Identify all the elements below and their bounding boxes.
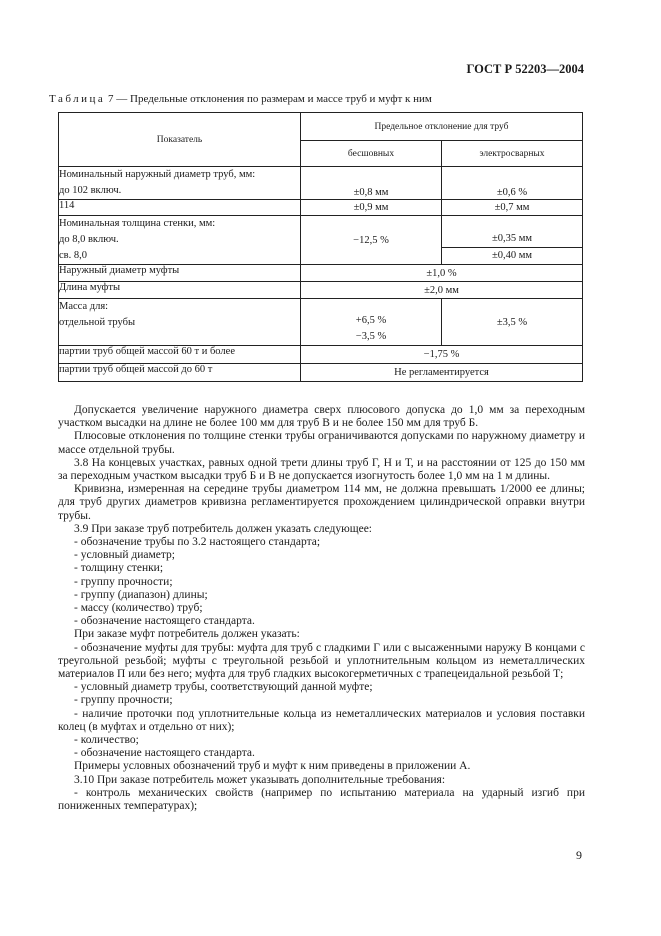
single-plus: +6,5 % — [355, 315, 387, 326]
paragraph: 3.10 При заказе потребитель может указывать дополнительные требования: — [74, 773, 446, 786]
paragraph: 3.9 При заказе труб потребитель должен указать следующее: — [74, 522, 373, 535]
d114-seamless: ±0,9 мм — [301, 200, 442, 216]
row-mass-label — [59, 299, 301, 346]
header-welded: электросварных — [442, 141, 583, 167]
paragraph: Кривизна, измеренная на середине трубы диаметром 114 мм, не должна превышать 1/2000 ее длины; для труб других диаметров кривизна регламентируется прохождением цилиндрической оправки внутри трубы. — [58, 483, 585, 522]
outer-diameter-title: Номинальный наружный диаметр труб, мм: — [59, 169, 256, 180]
mass-single-pipe: отдельной трубы — [59, 317, 136, 328]
list-item: - контроль механических свойств (например по испытанию материала на ударный изгиб при пониженных температурах); — [58, 786, 585, 813]
over8-welded: ±0,40 мм — [442, 247, 582, 264]
table-caption — [49, 93, 432, 105]
header-seamless: бесшовных — [301, 141, 442, 167]
header-deviation: Предельное отклонение для труб — [301, 113, 583, 141]
list-item: - массу (количество) труб; — [74, 602, 203, 615]
header-indicator: Показатель — [59, 113, 301, 167]
list-item: - условный диаметр трубы, соответствующий данной муфте; — [74, 681, 373, 694]
document-header: ГОСТ Р 52203—2004 — [466, 62, 584, 76]
list-item: - толщину стенки; — [74, 562, 164, 575]
single-minus: −3,5 % — [355, 331, 387, 342]
list-item: - группу прочности; — [74, 575, 173, 588]
wall-welded-cell — [442, 216, 583, 265]
list-item: - группу прочности; — [74, 694, 173, 707]
wall-seamless: −12,5 % — [301, 216, 442, 265]
paragraph: 3.8 На концевых участках, равных одной трети длины труб Г, Н и Т, и на расстоянии от 125 до 150 мм за переходным участком высадки труб Б и В не допускается изогнутость более 1,0 мм на 1 м длины. — [58, 456, 585, 483]
page-number: 9 — [576, 848, 582, 862]
wall-thickness-over8: св. 8,0 — [59, 250, 87, 261]
table-caption-text: 7 — Предельные отклонения по размерам и массе труб и муфт к ним — [108, 93, 432, 105]
list-item: - условный диаметр; — [74, 549, 175, 562]
paragraph: При заказе муфт потребитель должен указать: — [74, 628, 300, 641]
wall-thickness-title: Номинальная толщина стенки, мм: — [59, 218, 216, 229]
coupling-length-label: Длина муфты — [59, 282, 301, 299]
body-text — [58, 404, 585, 813]
lot-upto60-value: Не регламентируется — [301, 364, 583, 382]
lot-over60-label: партии труб общей массой 60 т и более — [59, 346, 301, 364]
single-welded: ±3,5 % — [442, 299, 583, 346]
mass-title: Масса для: — [59, 301, 109, 312]
list-item: - количество; — [74, 734, 139, 747]
list-item: - обозначение трубы по 3.2 настоящего стандарта; — [74, 536, 321, 549]
coupling-diameter-value: ±1,0 % — [301, 265, 583, 282]
coupling-length-value: ±2,0 мм — [301, 282, 583, 299]
list-item: - наличие проточки под уплотнительные кольца из неметаллических материалов и условия поставки колец (в муфтах и отдельно от них); — [58, 707, 585, 733]
lot-upto60-label: партии труб общей массой до 60 т — [59, 364, 301, 382]
upto102-welded: ±0,6 % — [442, 167, 583, 200]
single-seamless-cell — [301, 299, 442, 346]
wall-thickness-upto8: до 8,0 включ. — [59, 234, 119, 245]
paragraph: Плюсовые отклонения по толщине стенки трубы ограничиваются допусками по наружному диаметру и массе отдельной трубы. — [58, 430, 585, 456]
upto8-welded: ±0,35 мм — [491, 233, 533, 244]
row-wall-thickness-label — [59, 216, 301, 265]
outer-diameter-upto102: до 102 включ. — [59, 185, 122, 196]
list-item: - группу (диапазон) длины; — [74, 588, 208, 601]
upto102-seamless: ±0,8 мм — [301, 167, 442, 200]
paragraph: Примеры условных обозначений труб и муфт к ним приведены в приложении А. — [74, 760, 471, 773]
list-item: - обозначение настоящего стандарта. — [74, 615, 255, 628]
deviation-table — [58, 112, 583, 382]
row-outer-diameter-label — [59, 167, 301, 200]
mass-spacer — [59, 331, 300, 345]
lot-over60-value: −1,75 % — [301, 346, 583, 364]
table-caption-label: Таблица — [49, 93, 106, 105]
paragraph: Допускается увеличение наружного диаметра сверх плюсового допуска до 1,0 мм за переходным участком высадки на длине не более 100 мм для труб В и не более 150 мм для труб Б. — [58, 404, 585, 430]
d114-welded: ±0,7 мм — [442, 200, 583, 216]
list-item: - обозначение настоящего стандарта. — [74, 747, 255, 760]
outer-diameter-114: 114 — [59, 200, 301, 216]
list-item: - обозначение муфты для трубы: муфта для труб с гладкими Г или с высаженными наружу В концами с треугольной резьбой; муфты с треугольной резьбой и уплотнительным кольцом из неметаллических материалов П или без него; муфта для труб гладких высокогерметичных с трапецеидальной резьбой Т; — [58, 641, 585, 681]
coupling-diameter-label: Наружный диаметр муфты — [59, 265, 301, 282]
